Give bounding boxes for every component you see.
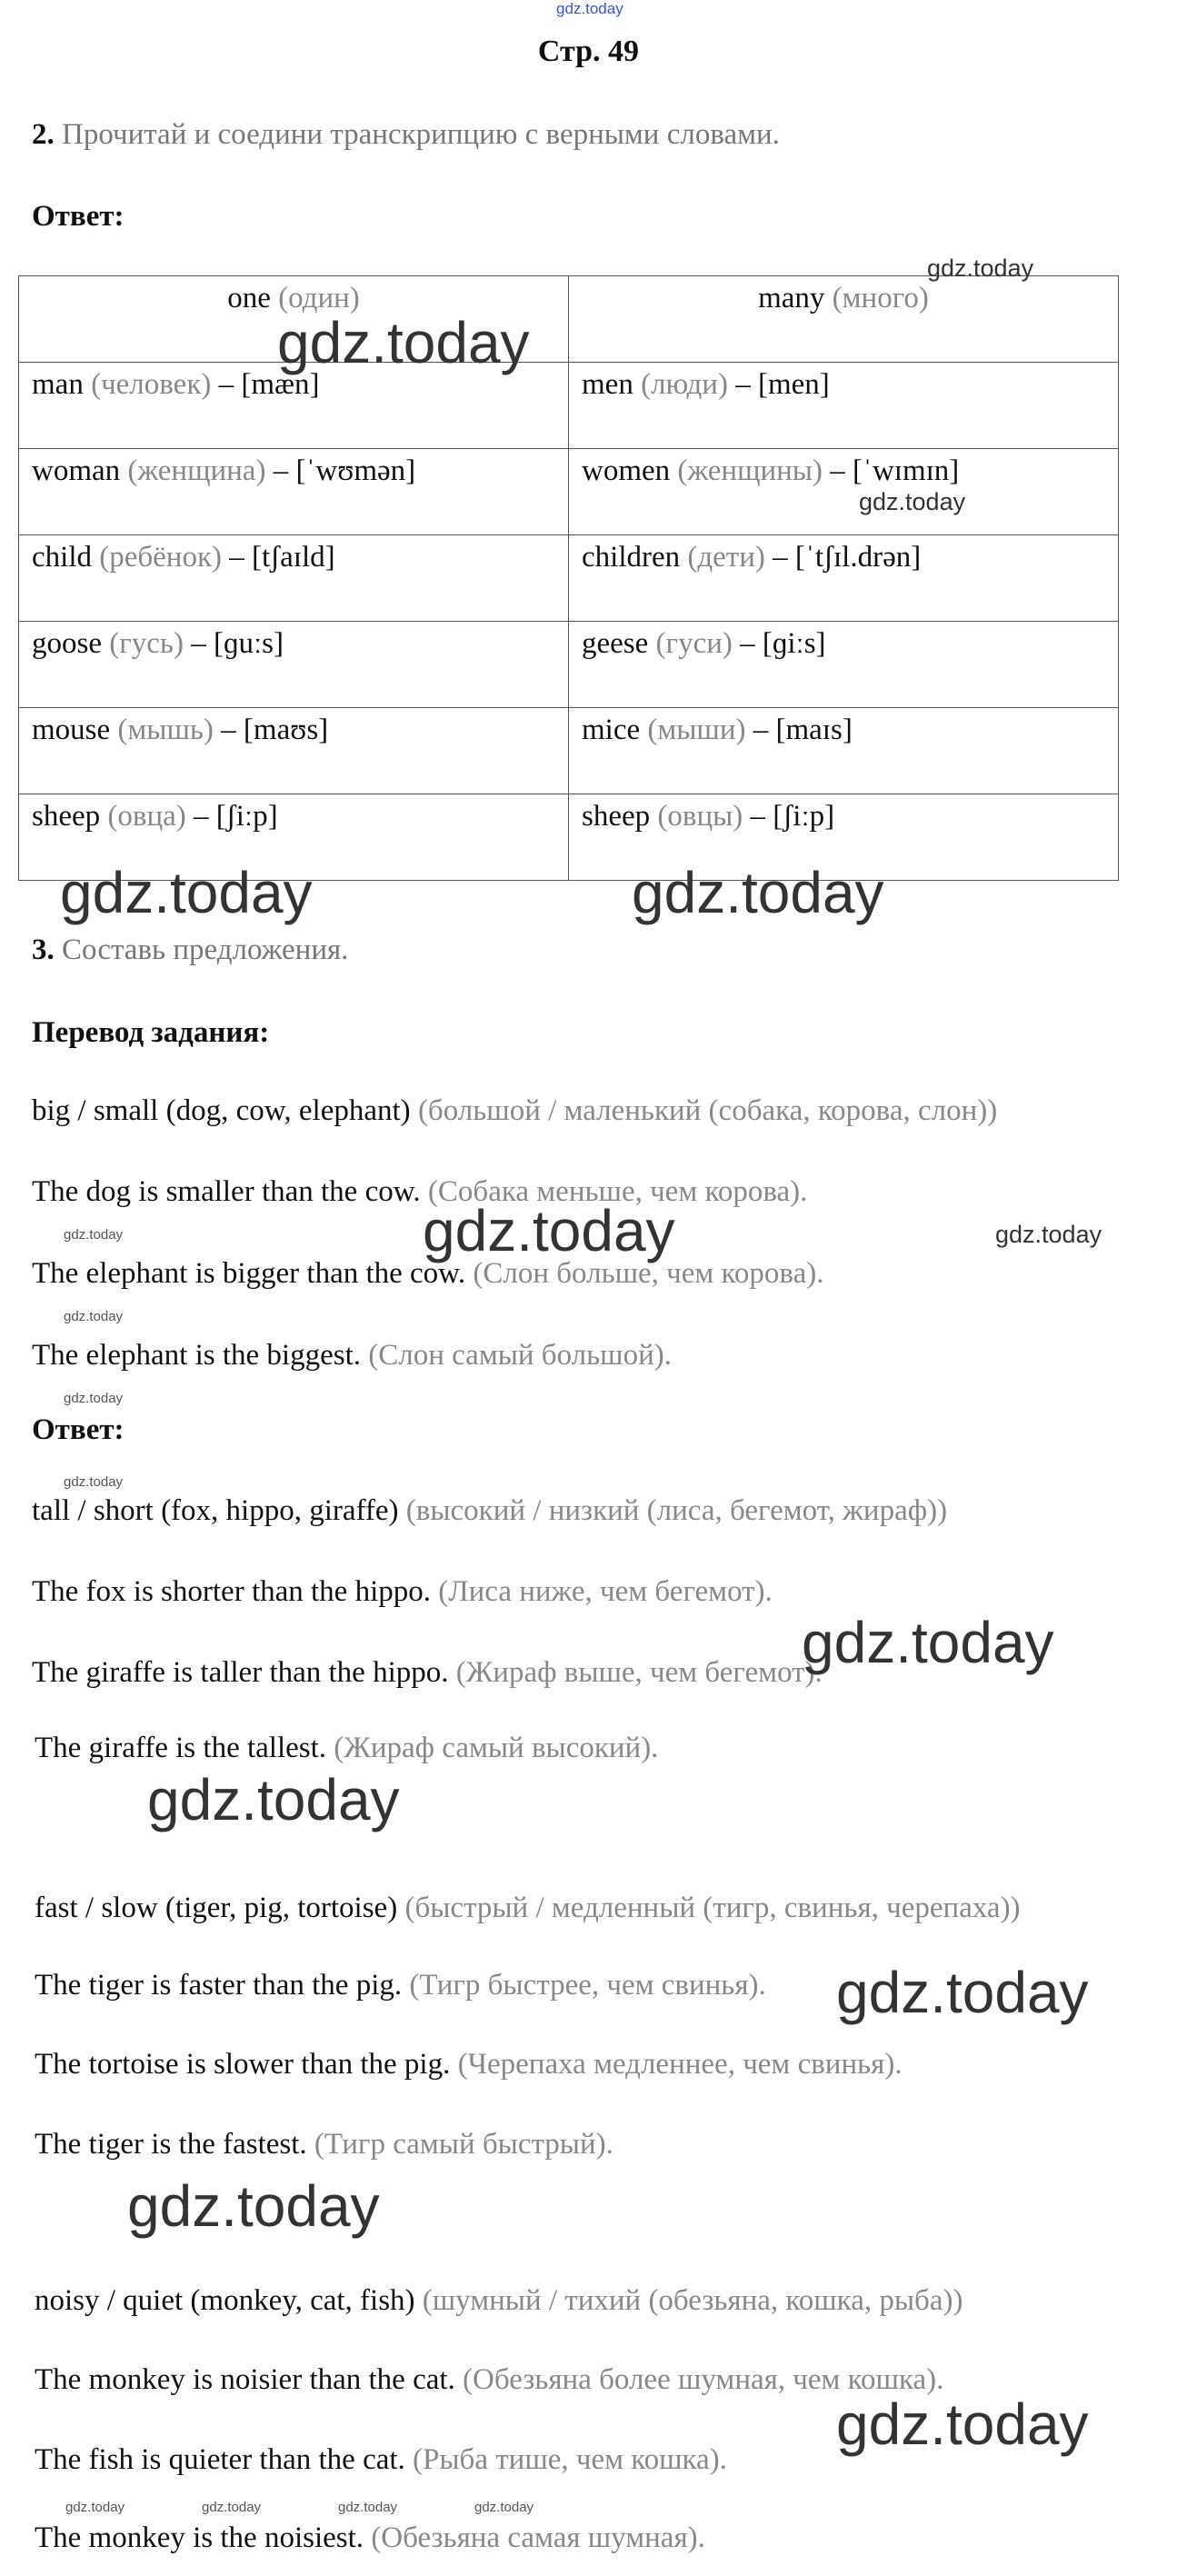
answer-line: The monkey is noisier than the cat. (Обезьяна более шумная, чем кошка). — [35, 2363, 944, 2396]
watermark: gdz.today — [277, 310, 530, 375]
table-cell-singular: goose (гусь) – [ɡuːs] — [19, 622, 569, 708]
answer-line: The tiger is the fastest. (Тигр самый быстрый). — [35, 2128, 613, 2161]
table-cell-singular: sheep (овца) – [ʃiːp] — [19, 794, 569, 881]
answer-line: The fox is shorter than the hippo. (Лиса ниже, чем бегемот). — [32, 1575, 773, 1608]
answer-line: The tiger is faster than the pig. (Тигр быстрее, чем свинья). — [35, 1969, 766, 2002]
watermark: gdz.today — [995, 1221, 1102, 1248]
watermark: gdz.today — [127, 2173, 380, 2239]
task-3-text: Составь предложения. — [62, 934, 349, 966]
watermark: gdz.today — [836, 1960, 1089, 2025]
watermark: gdz.today — [802, 1610, 1054, 1675]
table-cell-plural: sheep (овцы) – [ʃiːp] — [569, 794, 1119, 881]
watermark: gdz.today — [64, 1391, 124, 1406]
task-2-number: 2. — [32, 118, 55, 151]
watermark: gdz.today — [836, 2391, 1089, 2457]
nouns-table — [18, 275, 1119, 881]
answer-line: The monkey is the noisiest. (Обезьяна самая шумная). — [35, 2521, 705, 2554]
watermark: gdz.today — [147, 1767, 400, 1832]
watermark: gdz.today — [64, 1227, 124, 1243]
table-cell-singular: woman (женщина) – [ˈwʊmən] — [19, 449, 569, 535]
task-3-number: 3. — [32, 934, 55, 966]
example-line: big / small (dog, cow, elephant) (большой / маленький (собака, корова, слон)) — [32, 1094, 998, 1127]
table-row — [19, 708, 1119, 794]
table-row — [19, 363, 1119, 449]
answer-line: The fish is quieter than the cat. (Рыба тише, чем кошка). — [35, 2443, 727, 2476]
watermark: gdz.today — [202, 2500, 262, 2515]
table-cell-plural: children (дети) – [ˈtʃɪl.drən] — [569, 535, 1119, 622]
table-row — [19, 622, 1119, 708]
table-cell-singular: child (ребёнок) – [tʃaɪld] — [19, 535, 569, 622]
watermark: gdz.today — [338, 2500, 398, 2515]
answer-line: tall / short (fox, hippo, giraffe) (высокий / низкий (лиса, бегемот, жираф)) — [32, 1494, 948, 1527]
answer-line: The tortoise is slower than the pig. (Черепаха медленнее, чем свинья). — [35, 2048, 903, 2081]
watermark: gdz.today — [64, 1474, 124, 1490]
table-row — [19, 535, 1119, 622]
watermark: gdz.today — [60, 860, 313, 925]
watermark: gdz.today — [859, 488, 966, 515]
example-line: The elephant is bigger than the cow. (Слон больше, чем корова). — [32, 1257, 824, 1290]
answer-label: Ответ: — [32, 200, 125, 233]
table-cell-plural: geese (гуси) – [ɡiːs] — [569, 622, 1119, 708]
page-title: Стр. 49 — [537, 35, 640, 68]
task-2-heading — [32, 118, 780, 152]
watermark: gdz.today — [423, 1198, 675, 1263]
table-header-row — [19, 276, 1119, 363]
table-cell-plural: men (люди) – [men] — [569, 363, 1119, 449]
table-header-many: many (много) — [569, 276, 1119, 363]
watermark: gdz.today — [64, 1309, 124, 1324]
answer-label: Ответ: — [32, 1413, 125, 1446]
table-header-one: one (один) — [19, 276, 569, 363]
table-cell-singular: man (человек) – [mæn] — [19, 363, 569, 449]
table-cell-singular: mouse (мышь) – [maʊs] — [19, 708, 569, 794]
answer-line: The giraffe is taller than the hippo. (Жираф выше, чем бегемот). — [32, 1656, 823, 1689]
table-cell-plural: mice (мыши) – [maɪs] — [569, 708, 1119, 794]
translation-label: Перевод задания: — [32, 1016, 270, 1049]
answer-line: fast / slow (tiger, pig, tortoise) (быстрый / медленный (тигр, свинья, черепаха)) — [35, 1892, 1021, 1924]
watermark: gdz.today — [927, 255, 1034, 282]
watermark: gdz.today — [474, 2500, 534, 2515]
answer-line: noisy / quiet (monkey, cat, fish) (шумный / тихий (обезьяна, кошка, рыба)) — [35, 2284, 963, 2317]
watermark: gdz.today — [65, 2500, 125, 2515]
task-2-text: Прочитай и соедини транскрипцию с верными словами. — [62, 118, 780, 151]
example-line: The elephant is the biggest. (Слон самый большой). — [32, 1339, 672, 1372]
answer-line: The giraffe is the tallest. (Жираф самый высокий). — [35, 1732, 659, 1764]
table-cell-plural: women (женщины) – [ˈwɪmɪn] — [569, 449, 1119, 535]
top-watermark: gdz.today — [556, 0, 623, 17]
task-3-heading — [32, 934, 348, 967]
example-line: The dog is smaller than the cow. (Собака меньше, чем корова). — [32, 1175, 808, 1208]
watermark: gdz.today — [632, 860, 884, 925]
